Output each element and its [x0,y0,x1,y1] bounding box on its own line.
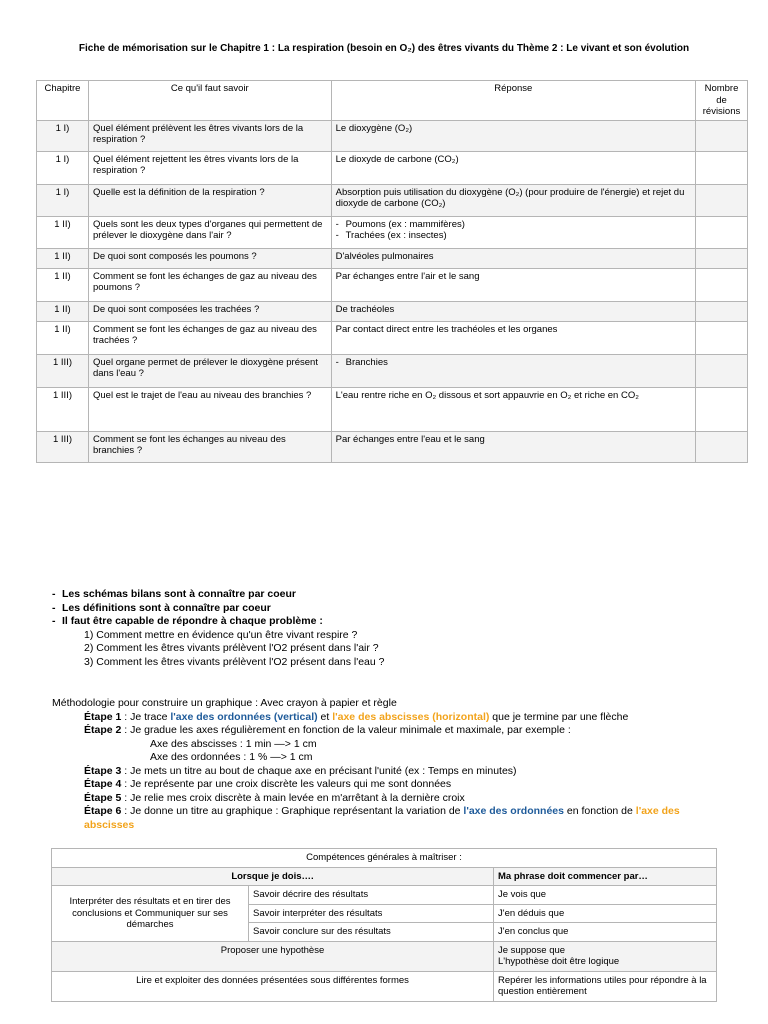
competences-columns-row [52,867,717,886]
table-row [37,151,748,184]
competence-task: Proposer une hypothèse [52,941,494,971]
table-row [37,321,748,354]
cell-chapter: 1 II) [37,216,89,248]
cell-answer: De trachéoles [331,301,695,321]
bullet-item: - Il faut être capable de répondre à chaque problème : [52,615,323,627]
cell-question: Quelle est la définition de la respiration ? [88,184,331,216]
header-reponse: Réponse [331,81,695,121]
cell-chapter: 1 III) [37,431,89,462]
table-row [37,216,748,248]
cell-answer: Par échanges entre l'air et le sang [331,268,695,301]
revision-table [36,80,748,463]
cell-question: Comment se font les échanges de gaz au niveau des trachées ? [88,321,331,354]
dash-marker: - [335,218,339,230]
cell-revisions [696,120,748,151]
cell-answer [331,216,695,248]
competences-header: Compétences générales à maîtriser : [52,849,717,868]
cell-question: Quel est le trajet de l'eau au niveau des branchies ? [88,387,331,431]
problem-item: 2) Comment les êtres vivants prélèvent l'O2 présent dans l'air ? [84,642,379,654]
cell-revisions [696,387,748,431]
cell-chapter: 1 I) [37,184,89,216]
competence-row [52,971,717,1001]
cell-chapter: 1 III) [37,387,89,431]
cell-answer: Par échanges entre l'eau et le sang [331,431,695,462]
competence-row [52,941,717,971]
method-step-5: Étape 5 : Je relie mes croix discrète à main levée en m'arrêtant à la dernière croix [84,791,465,804]
competence-task: Lire et exploiter des données présentées sous différentes formes [52,971,494,1001]
table-row [37,431,748,462]
competences-table [51,848,717,1002]
cell-answer: Le dioxyde de carbone (CO₂) [331,151,695,184]
method-intro: Méthodologie pour construire un graphique : Avec crayon à papier et règle [52,697,397,709]
cell-revisions [696,354,748,387]
cell-answer: Le dioxygène (O₂) [331,120,695,151]
dash-marker: - [335,356,339,368]
competence-phrase: J'en conclus que [494,923,717,942]
cell-chapter: 1 I) [37,120,89,151]
dash-marker: - [335,230,339,241]
method-step-6: Étape 6 : Je donne un titre au graphique : Graphique représentant la variation de l'axe des ordonnées en fonction de l'axe des abscisses [84,805,680,831]
cell-chapter: 1 II) [37,321,89,354]
method-step-2: Étape 2 : Je gradue les axes régulièrement en fonction de la valeur minimale et maximale, par exemple : [84,724,571,736]
cell-chapter: 1 II) [37,248,89,268]
method-step-4: Étape 4 : Je représente par une croix discrète les valeurs qui me sont données [84,778,452,790]
cell-question: De quoi sont composées les trachées ? [88,301,331,321]
competence-group: Interpréter des résultats et en tirer des conclusions et Communiquer sur ses démarches [52,886,249,942]
table-row [37,120,748,151]
cell-answer: Par contact direct entre les trachéoles et les organes [331,321,695,354]
problem-item: 3) Comment les êtres vivants prélèvent l'O2 présent dans l'eau ? [84,655,385,668]
cell-question: Quel élément rejettent les êtres vivants lors de la respiration ? [88,151,331,184]
table-row [37,248,748,268]
table-row [37,301,748,321]
competence-row [52,886,717,905]
cell-revisions [696,184,748,216]
cell-revisions [696,431,748,462]
competences-header-row [52,849,717,868]
cell-revisions [696,301,748,321]
table-row [37,354,748,387]
method-step-1: Étape 1 : Je trace l'axe des ordonnées (vertical) et l'axe des abscisses (horizontal) que je termine par une flèche [84,710,629,723]
cell-question: Quel élément prélèvent les êtres vivants lors de la respiration ? [88,120,331,151]
cell-question: Quel organe permet de prélever le dioxygène présent dans l'eau ? [88,354,331,387]
cell-question: Comment se font les échanges au niveau des branchies ? [88,431,331,462]
method-example: Axe des ordonnées : 1 % —> 1 cm [150,751,313,763]
cell-answer: L'eau rentre riche en O₂ dissous et sort appauvrie en O₂ et riche en CO₂ [331,387,695,431]
key-points [52,588,385,669]
table-row [37,184,748,216]
table-row [37,387,748,431]
header-chapitre: Chapitre [37,81,89,121]
method-example: Axe des abscisses : 1 min —> 1 cm [150,737,317,750]
cell-answer: D'alvéoles pulmonaires [331,248,695,268]
table-row [37,268,748,301]
bullet-item: - Les définitions sont à connaître par coeur [52,601,271,614]
cell-question: Quels sont les deux types d'organes qui permettent de prélever le dioxygène dans l'air ? [88,216,331,248]
header-revisions: Nombre de révisions [696,81,748,121]
cell-question: Comment se font les échanges de gaz au niveau des poumons ? [88,268,331,301]
method-step-3: Étape 3 : Je mets un titre au bout de chaque axe en précisant l'unité (ex : Temps en minutes) [84,764,517,777]
cell-chapter: 1 II) [37,268,89,301]
column-phrase: Ma phrase doit commencer par… [494,867,717,886]
cell-chapter: 1 I) [37,151,89,184]
header-question: Ce qu'il faut savoir [88,81,331,121]
cell-revisions [696,216,748,248]
column-lorsque: Lorsque je dois…. [52,867,494,886]
problem-item: 1) Comment mettre en évidence qu'un être vivant respire ? [84,628,358,641]
cell-answer [331,354,695,387]
cell-revisions [696,248,748,268]
cell-revisions [696,268,748,301]
cell-answer: Absorption puis utilisation du dioxygène (O₂) (pour produire de l'énergie) et rejet du dioxyde de carbone (CO₂) [331,184,695,216]
competence-phrase: J'en déduis que [494,904,717,923]
competence-phrase: Je vois que [494,886,717,905]
cell-chapter: 1 II) [37,301,89,321]
answer-list-item: - Poumons (ex : mammifères) [335,218,465,230]
competence-phrase: Repérer les informations utiles pour répondre à la question entièrement [494,971,717,1001]
bullet-item: - Les schémas bilans sont à connaître par coeur [52,588,296,600]
table-header-row [37,81,748,121]
cell-chapter: 1 III) [37,354,89,387]
cell-revisions [696,321,748,354]
competence-task: Savoir conclure sur des résultats [249,923,494,942]
answer-list-item: - Branchies [335,356,388,368]
competence-task: Savoir interpréter des résultats [249,904,494,923]
cell-revisions [696,151,748,184]
competence-phrase: Je suppose que L'hypothèse doit être logique [494,941,717,971]
graph-methodology [52,697,722,832]
answer-list-item: - Trachées (ex : insectes) [335,230,447,241]
page-title: Fiche de mémorisation sur le Chapitre 1 : La respiration (besoin en O₂) des êtres vivants du Thème 2 : Le vivant et son évolution [78,43,690,54]
competence-task: Savoir décrire des résultats [249,886,494,905]
cell-question: De quoi sont composés les poumons ? [88,248,331,268]
